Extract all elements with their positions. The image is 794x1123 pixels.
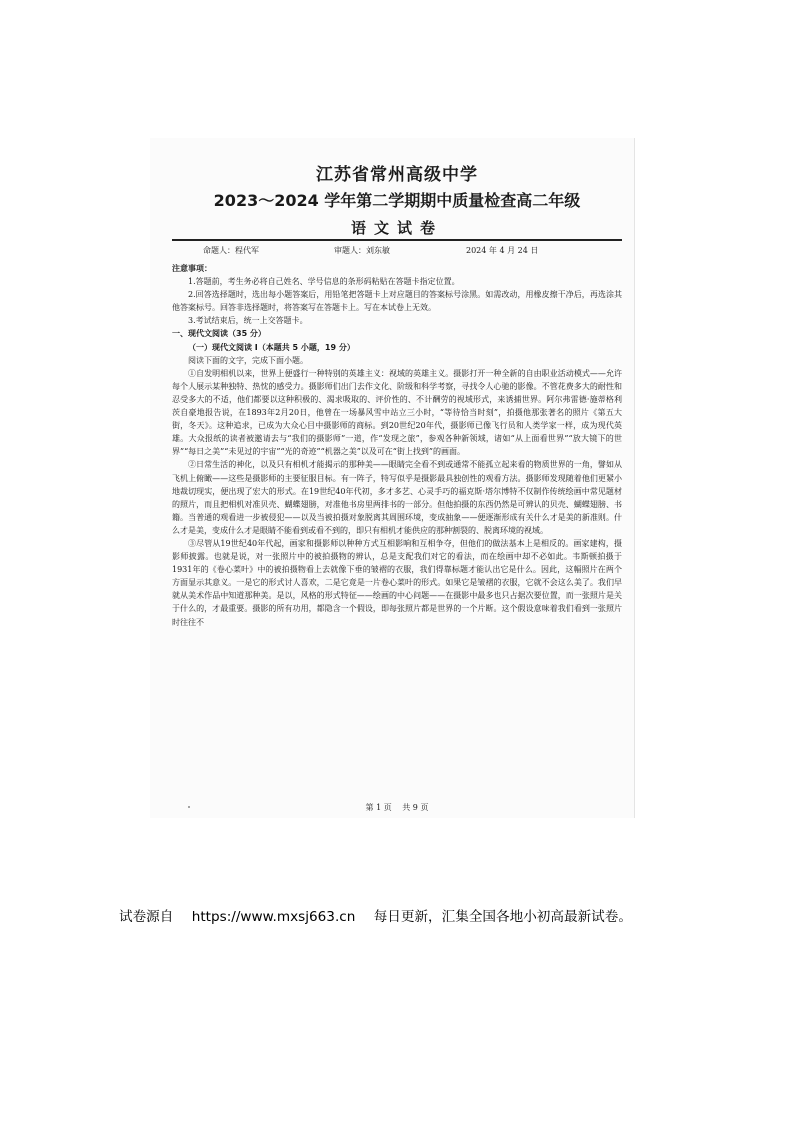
source-footer <box>119 905 646 925</box>
passage-paragraph: ①自发明相机以来，世界上便盛行一种特别的英雄主义：视域的英雄主义。摄影打开一种全新的自由职业活动模式——允许每个人展示某种独特、热忱的感受力。摄影师们出门去作文化、阶级和科学考察，寻找令人心驰的影像。不管花费多大的耐性和忍受多大的不适，他们都要以这种积极的、渴求吸取的、评价性的、不计酬劳的视域形式，来诱捕世界。阿尔弗雷德·施蒂格利茨自豪地报告说，在1893年2月20日，他曾在一场暴风雪中站立三小时，“等待恰当时刻”，拍摄他那张著名的照片《第五大街，冬天》。这种追求，已成为大众心目中摄影师的商标。到20世纪20年代，摄影师已像飞行员和人类学家一样，成为现代英雄。大众报纸的读者被邀请去与“我们的摄影师”一道，作“发现之旅”，参观各种新领域，诸如“从上面看世界”“放大镜下的世界”“每日之美”“未见过的宇宙”“光的奇迹”“机器之美”以及可在“街上找到”的画面。 <box>172 368 622 457</box>
exam-title: 2023～2024 学年第二学期期中质量检查高二年级 <box>213 191 581 210</box>
reviewer-label: 审题人：刘东敏 <box>334 246 390 255</box>
school-name: 江苏省常州高级中学 <box>316 165 478 185</box>
source-slogan: 每日更新，汇集全国各地小初高最新试卷。 <box>373 909 632 925</box>
section-title: 一、现代文阅读（35 分） <box>172 329 266 339</box>
setter-label: 命题人：程代军 <box>203 246 259 255</box>
notes-title: 注意事项： <box>172 264 212 273</box>
source-label: 试卷源自 <box>119 909 174 925</box>
exam-date: 2024 年 4 月 24 日 <box>466 246 539 255</box>
source-url-link[interactable]: https://www.mxsj663.cn <box>191 909 356 925</box>
passage-paragraph: ②日常生活的神化，以及只有相机才能揭示的那种美——眼睛完全看不到或通常不能孤立起来看的物质世界的一角，譬如从飞机上俯瞰——这些是摄影师的主要征服目标。有一阵子，特写似乎是摄影最具独创性的观看方法。摄影师发现随着他们更紧小地裁切现实，便出现了宏大的形式。在19世纪40年代初，多才多艺、心灵手巧的福克斯·塔尔博特不仅制作传统绘画中常见题材的照片，而且把相机对准贝壳、蝴蝶翅膀，对准他书房里两排书的一部分。但他拍摄的东西仍然是可辨认的贝壳、蝴蝶翅膀、书籍。当普通的观看进一步被侵犯——以及当被拍摄对象脱离其周围环境，变成抽象——便逐渐形成有关什么才是美的新准则。什么才是美，变成什么才是眼睛不能看到或看不到的，即只有相机才能供应的那种割裂的、脱离环境的视域。 <box>172 460 622 535</box>
part-title: （一）现代文阅读 I（本题共 5 小题，19 分） <box>188 342 355 352</box>
passage-paragraph: ③尽管从19世纪40年代起，画家和摄影师以种种方式互相影响和互相争夺，但他们的做法基本上是相反的。画家建构，摄影师披露。也就是说，对一张照片中的被拍摄物的辨认，总是支配我们对它的看法，而在绘画中却不必如此。韦斯顿拍摄于1931年的《卷心菜叶》中的被拍摄物看上去就像下垂的皱褶的衣服，我们得靠标题才能认出它是什么。因此，这幅照片在两个方面显示其意义。一是它的形式讨人喜欢，二是它竟是一片卷心菜叶的形式。如果它是皱褶的衣服，它就不会这么美了。我们早就从美术作品中知道那种美。是以，风格的形式特征——绘画的中心问题——在摄影中最多也只占据次要位置，而一张照片是关于什么的，才最重要。摄影的所有功用，都隐含一个假设，即每张照片都是世界的一个片断。这个假设意味着我们看到一张照片时往往不 <box>172 538 622 627</box>
header-divider <box>172 239 622 241</box>
subject-title: 语文试卷 <box>350 219 443 237</box>
instruction: 阅读下面的文字，完成下面小题。 <box>188 355 308 365</box>
exam-content <box>172 262 622 629</box>
note-item: 2.回答选择题时，选出每小题答案后，用铅笔把答题卡上对应题目的答案标号涂黑。如需改动，用橡皮擦干净后，再选涂其他答案标号。回答非选择题时，将答案写在答题卡上。写在本试卷上无效。 <box>172 290 622 313</box>
page-number: 第 1 页 共 9 页 <box>365 803 429 812</box>
note-item: 3.考试结束后，统一上交答题卡。 <box>188 316 308 326</box>
note-item: 1.答题前，考生务必将自己姓名、学号信息的条形码粘贴在答题卡指定位置。 <box>188 277 460 287</box>
